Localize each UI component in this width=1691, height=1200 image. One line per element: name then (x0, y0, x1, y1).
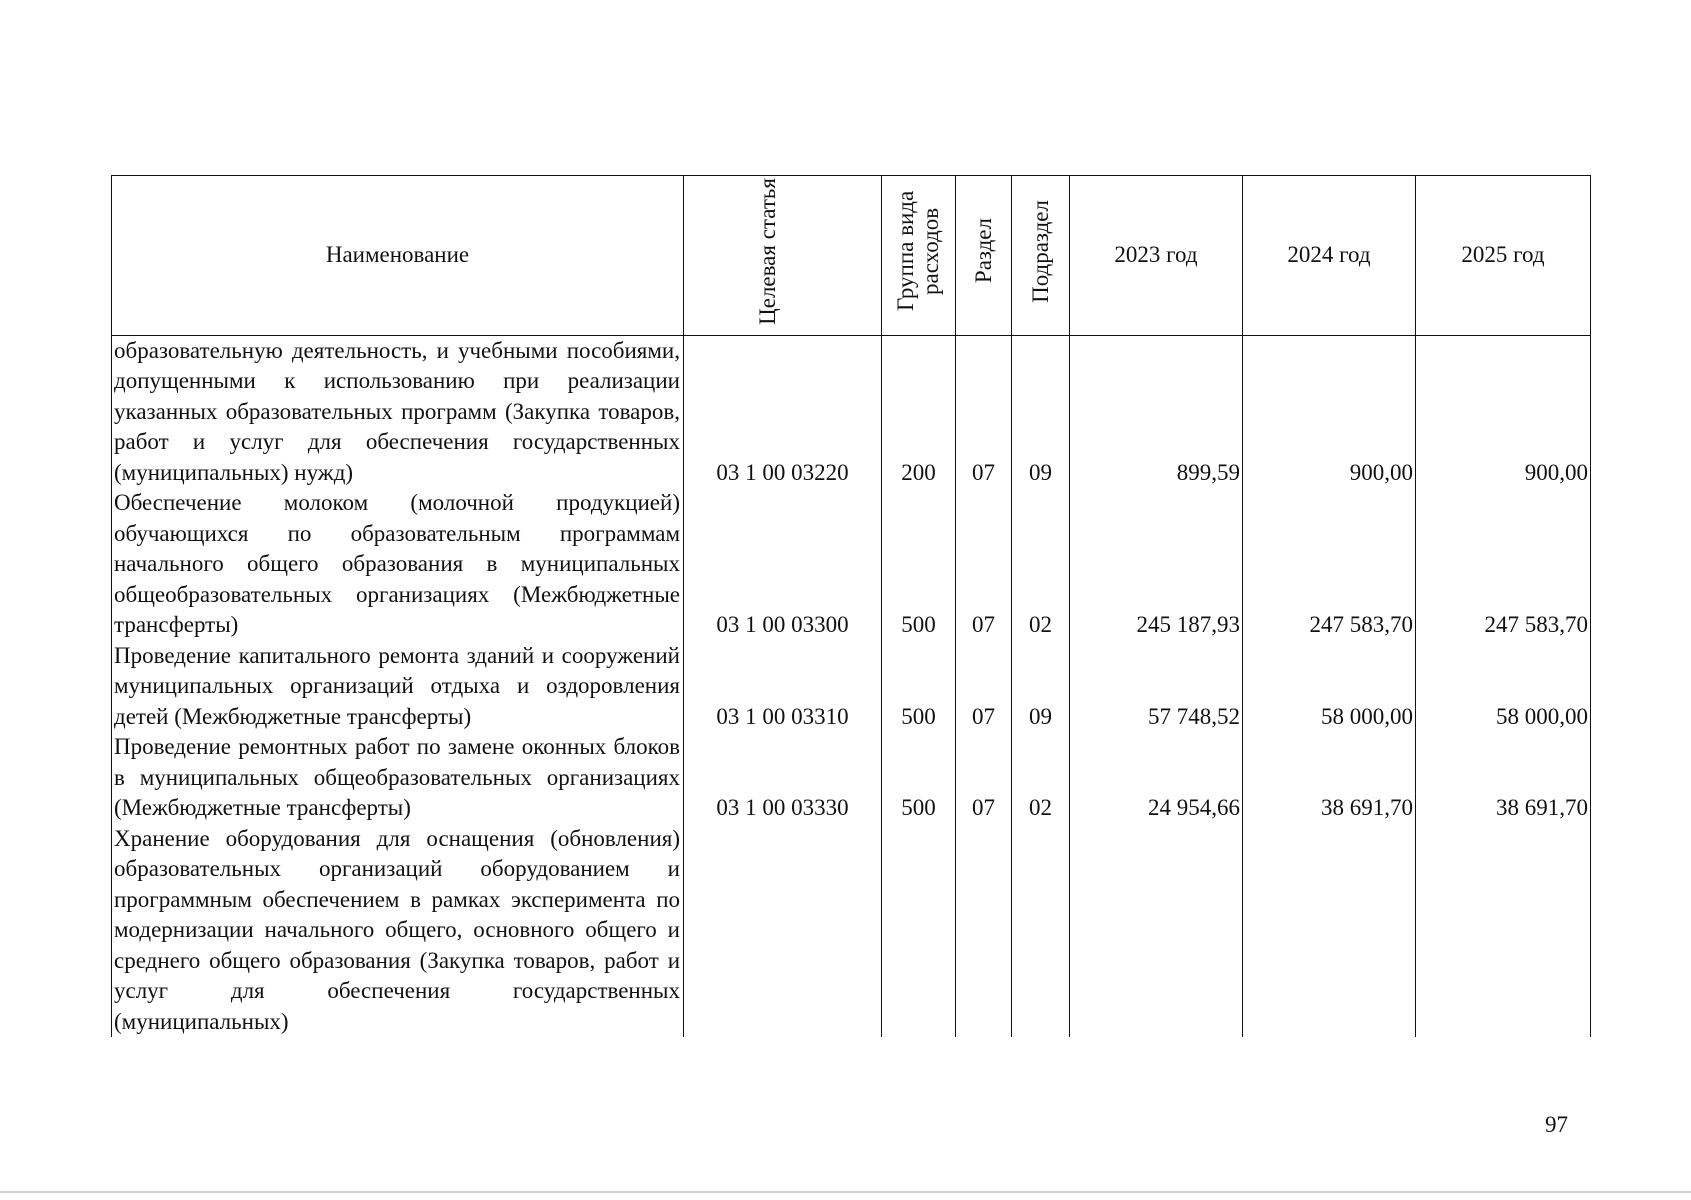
header-2025: 2025 год (1416, 176, 1591, 336)
row-2023 (1070, 824, 1243, 1038)
row-section (956, 824, 1012, 1038)
row-target: 03 1 00 03300 (684, 488, 882, 641)
row-2025 (1416, 824, 1591, 1038)
row-subsection: 09 (1012, 641, 1070, 733)
header-2024: 2024 год (1243, 176, 1416, 336)
budget-table (111, 175, 1591, 1037)
table-header-row (112, 176, 1591, 336)
row-name: Проведение капитального ремонта зданий и сооружений муниципальных организаций отдыха и оздоровления детей (Межбюджетные трансферты) (112, 641, 684, 733)
header-subsection-label: Подраздел (1028, 199, 1053, 303)
header-2023: 2023 год (1070, 176, 1243, 336)
row-2023: 899,59 (1070, 335, 1243, 488)
header-group (882, 176, 956, 336)
row-2025: 38 691,70 (1416, 732, 1591, 824)
row-group: 500 (882, 732, 956, 824)
page-number: 97 (1545, 1112, 1568, 1137)
header-section (956, 176, 1012, 336)
row-2023: 57 748,52 (1070, 641, 1243, 733)
table-row (112, 732, 1591, 824)
row-2025: 900,00 (1416, 335, 1591, 488)
row-group: 200 (882, 335, 956, 488)
row-group (882, 824, 956, 1038)
header-subsection (1012, 176, 1070, 336)
row-section: 07 (956, 732, 1012, 824)
table-row (112, 335, 1591, 488)
row-2024: 58 000,00 (1243, 641, 1416, 733)
table-row (112, 824, 1591, 1038)
header-target (684, 176, 882, 336)
header-group-label: Группа вида расходов (892, 190, 943, 312)
row-2024 (1243, 824, 1416, 1038)
row-target: 03 1 00 03310 (684, 641, 882, 733)
header-target-label: Целевая статья (755, 177, 780, 325)
row-2023: 24 954,66 (1070, 732, 1243, 824)
row-2024: 247 583,70 (1243, 488, 1416, 641)
bottom-rule (0, 1191, 1691, 1193)
table-row (112, 488, 1591, 641)
row-2024: 900,00 (1243, 335, 1416, 488)
row-2023: 245 187,93 (1070, 488, 1243, 641)
row-subsection: 02 (1012, 732, 1070, 824)
row-subsection: 09 (1012, 335, 1070, 488)
row-2024: 38 691,70 (1243, 732, 1416, 824)
row-target: 03 1 00 03220 (684, 335, 882, 488)
row-target: 03 1 00 03330 (684, 732, 882, 824)
row-name: Хранение оборудования для оснащения (обновления) образовательных организаций оборудованием и программным обеспечением в рамках эксперимента по модернизации начального общего, основного общего и среднего общего образования (Закупка товаров, работ и услуг для обеспечения государственных (муниципальных) (112, 824, 684, 1038)
row-name: образовательную деятельность, и учебными пособиями, допущенными к использованию при реализации указанных образовательных программ (Закупка товаров, работ и услуг для обеспечения государственных (муниципальных) нужд) (112, 335, 684, 488)
row-name: Обеспечение молоком (молочной продукцией) обучающихся по образовательным программам начального общего образования в муниципальных общеобразовательных организациях (Межбюджетные трансферты) (112, 488, 684, 641)
row-subsection: 02 (1012, 488, 1070, 641)
table-row (112, 641, 1591, 733)
row-name: Проведение ремонтных работ по замене оконных блоков в муниципальных общеобразовательных организациях (Межбюджетные трансферты) (112, 732, 684, 824)
row-section: 07 (956, 335, 1012, 488)
row-group: 500 (882, 488, 956, 641)
row-2025: 247 583,70 (1416, 488, 1591, 641)
row-section: 07 (956, 641, 1012, 733)
row-2025: 58 000,00 (1416, 641, 1591, 733)
header-section-label: Раздел (971, 218, 996, 284)
row-section: 07 (956, 488, 1012, 641)
row-target (684, 824, 882, 1038)
header-name: Наименование (112, 176, 684, 336)
row-subsection (1012, 824, 1070, 1038)
row-group: 500 (882, 641, 956, 733)
